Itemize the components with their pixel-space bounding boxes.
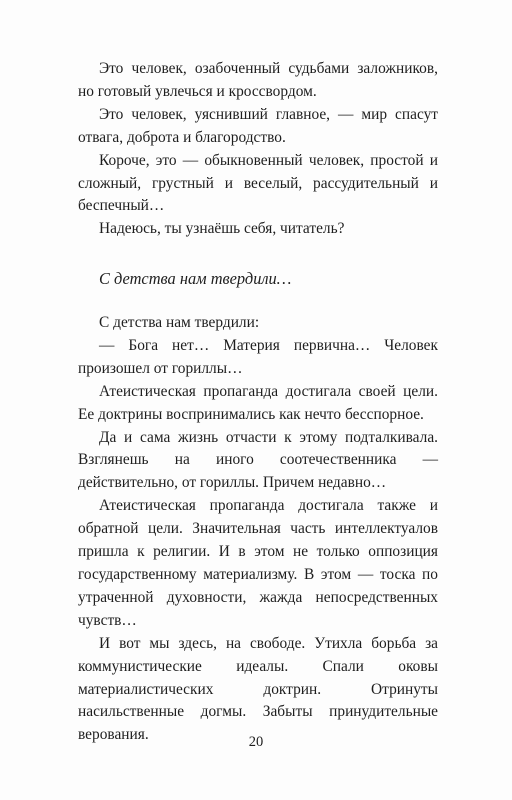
paragraph: Атеистическая пропаганда достигала своей цели. Ее доктрины воспринимались как нечто бесспорное. [78,382,438,423]
section-heading: С детства нам твердили… [99,269,292,288]
paragraph: Это человек, уяснивший главное, — мир спасут отвага, доброта и благородство. [78,105,438,146]
paragraph: И вот мы здесь, на свободе. Утихла борьба за коммунистические идеалы. Спали оковы материалистических доктрин. Отринуты насильственные догмы. Забыты принудительные верования. [78,634,438,744]
paragraph: С детства нам твердили: [99,314,260,331]
paragraph: Надеюсь, ты узнаёшь себя, читатель? [99,220,345,238]
paragraph: Короче, это — обыкновенный человек, простой и сложный, грустный и веселый, рассудительный и беспечный… [78,151,438,215]
page-number: 20 [248,734,264,750]
paragraph: Это человек, озабоченный судьбами заложников, но готовый увлечься и кроссвордом. [78,60,438,100]
paragraph: — Бога нет… Материя первична… Человек произошел от гориллы… [78,336,438,377]
intro-text-block [78,58,438,241]
section-text-block [78,312,438,747]
paragraph: Атеистическая пропаганда достигала также и обратной цели. Значительная часть интеллектуалов пришла к религии. И в этом не только оппозиция государственному материализму. В этом — тоска по утраченной духовности, жажда непосредственных чувств… [78,497,438,629]
paragraph: Да и сама жизнь отчасти к этому подталкивала. Взглянешь на иного соотечественника — действительно, от гориллы. Причем недавно… [78,428,438,492]
